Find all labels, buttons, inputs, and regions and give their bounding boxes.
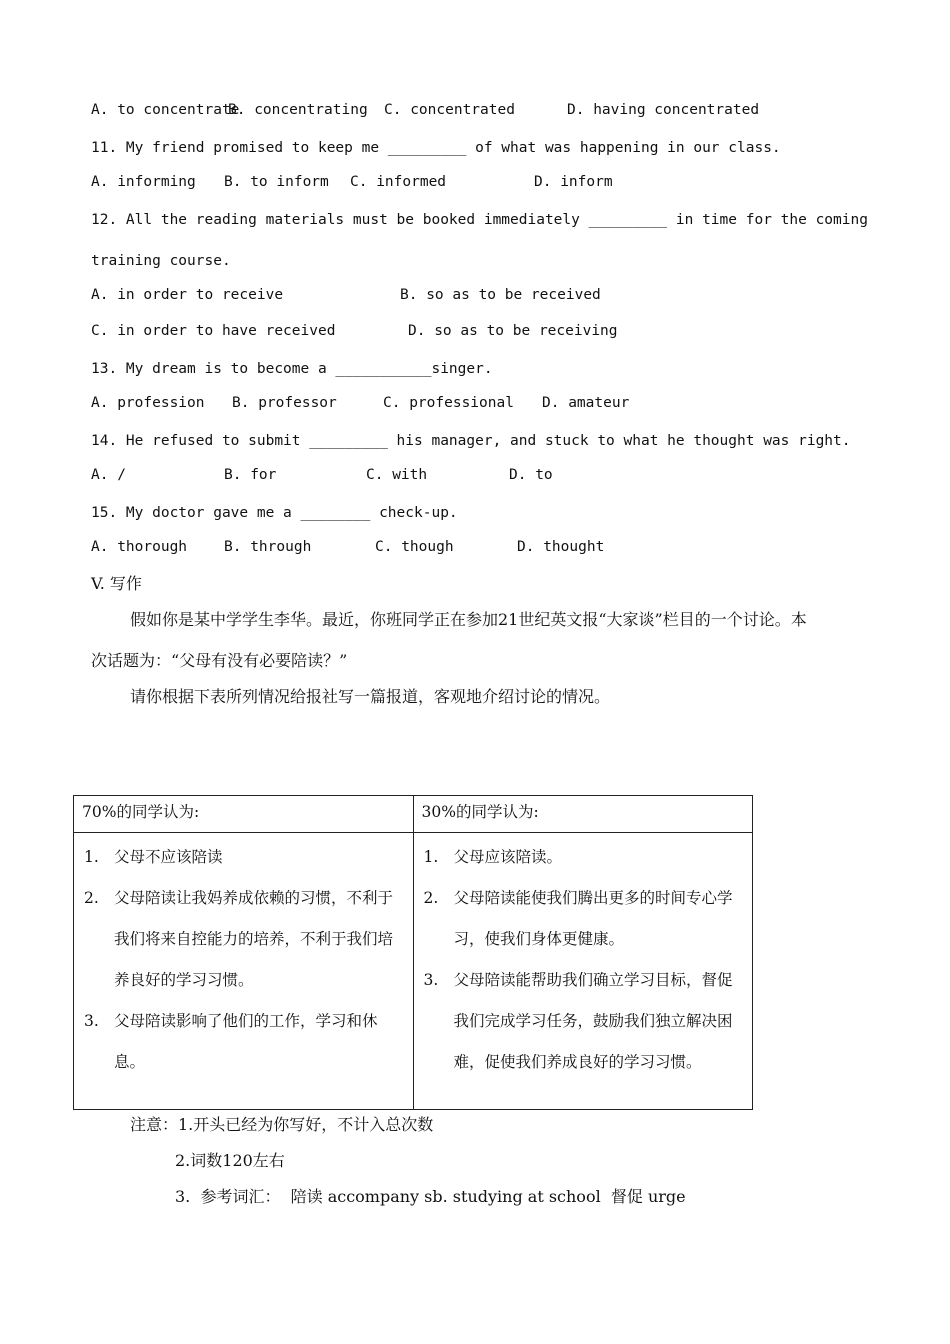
q12-stem-line1: 12. All the reading materials must be booked immediately _________ in time for the coming: [91, 212, 868, 228]
table-left-header: 70%的同学认为:: [82, 803, 200, 821]
q10-option-b: B. concentrating: [228, 102, 368, 118]
opinion-table: [73, 795, 753, 1110]
writing-intro-line1: 假如你是某中学学生李华。最近，你班同学正在参加21世纪英文报“大家谈”栏目的一个讨论。本: [130, 610, 807, 629]
q12-option-c: C. in order to have received: [91, 323, 336, 339]
q11-option-c: C. informed: [350, 174, 447, 190]
q12-stem-line2: training course.: [91, 253, 231, 269]
q11-stem: 11. My friend promised to keep me _________ of what was happening in our class.: [91, 140, 781, 156]
q12-option-b: B. so as to be received: [400, 287, 601, 303]
q15-stem: 15. My doctor gave me a ________ check-up.: [91, 505, 458, 521]
writing-section-title: V. 写作: [91, 574, 142, 593]
item-number: 2.: [423, 889, 439, 907]
q10-option-c: C. concentrated: [384, 102, 515, 118]
list-item: [422, 878, 745, 960]
q13-option-b: B. professor: [232, 395, 337, 411]
q15-option-a: A. thorough: [91, 539, 188, 555]
q14-stem: 14. He refused to submit _________ his manager, and stuck to what he thought was right.: [91, 433, 851, 449]
item-text: 父母陪读能帮助我们确立学习目标，督促我们完成学习任务，鼓励我们独立解决困难，促使我们养成良好的学习习惯。: [453, 971, 733, 1071]
table-right-body: [413, 833, 753, 1110]
q14-option-a: A. /: [91, 467, 126, 483]
item-number: 1.: [84, 848, 99, 866]
item-text: 父母陪读让我妈养成依赖的习惯，不利于我们将来自控能力的培养，不利于我们培养良好的学习习惯。: [114, 889, 394, 989]
q13-option-c: C. professional: [383, 395, 514, 411]
q14-option-c: C. with: [366, 467, 428, 483]
item-number: 3.: [423, 971, 439, 989]
item-number: 3.: [84, 1012, 99, 1030]
note-line-2: 2.词数120左右: [175, 1151, 285, 1170]
q12-option-a: A. in order to receive: [91, 287, 284, 303]
writing-intro-line2: 次话题为：“父母有没有必要陪读？”: [91, 651, 348, 670]
list-item: [422, 837, 745, 878]
q13-stem: 13. My dream is to become a ___________singer.: [91, 361, 493, 377]
q10-option-d: D. having concentrated: [567, 102, 760, 118]
table-left-header-cell: [74, 796, 414, 833]
q15-option-d: D. thought: [517, 539, 605, 555]
item-text: 父母不应该陪读: [114, 848, 223, 866]
q14-option-b: B. for: [224, 467, 277, 483]
q14-option-d: D. to: [509, 467, 553, 483]
table-right-header-cell: [413, 796, 753, 833]
list-item: [82, 837, 405, 878]
item-number: 1.: [423, 848, 439, 866]
item-text: 父母陪读影响了他们的工作，学习和休息。: [114, 1012, 378, 1071]
note-line-1: 注意：1.开头已经为你写好，不计入总次数: [130, 1115, 434, 1134]
item-text: 父母应该陪读。: [453, 848, 563, 866]
q11-option-d: D. inform: [534, 174, 613, 190]
list-item: [422, 960, 745, 1083]
q15-option-c: C. though: [375, 539, 454, 555]
q11-option-b: B. to inform: [224, 174, 329, 190]
q10-option-a: A. to concentrate: [91, 102, 240, 118]
list-item: [82, 1001, 405, 1083]
table-right-header: 30%的同学认为:: [421, 803, 539, 821]
q11-option-a: A. informing: [91, 174, 196, 190]
q13-option-a: A. profession: [91, 395, 205, 411]
writing-instruction: 请你根据下表所列情况给报社写一篇报道，客观地介绍讨论的情况。: [130, 687, 611, 706]
q12-option-d: D. so as to be receiving: [408, 323, 618, 339]
q13-option-d: D. amateur: [542, 395, 630, 411]
q15-option-b: B. through: [224, 539, 312, 555]
note-line-3: 3. 参考词汇： 陪读 accompany sb. studying at school 督促 urge: [175, 1187, 686, 1206]
table-left-body: [74, 833, 414, 1110]
item-number: 2.: [84, 889, 99, 907]
item-text: 父母陪读能使我们腾出更多的时间专心学习，使我们身体更健康。: [453, 889, 733, 948]
list-item: [82, 878, 405, 1001]
